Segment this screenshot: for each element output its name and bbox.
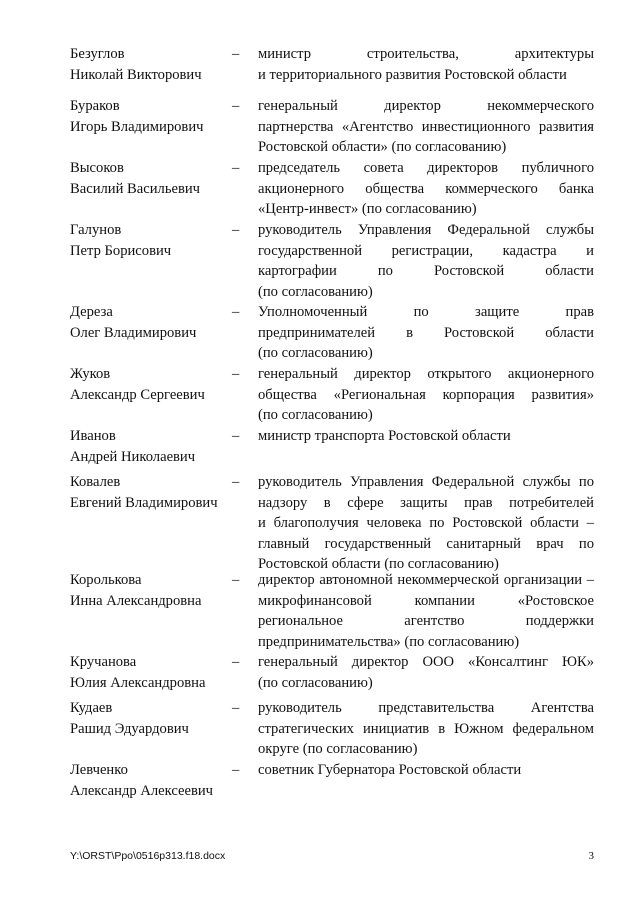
separator-dash: – [232, 474, 240, 490]
position-line: Ростовской области» (по согласованию) [258, 139, 507, 156]
position-line: (по согласованию) [258, 345, 373, 362]
member-position [258, 44, 594, 85]
member-given-names: Олег Владимирович [70, 324, 197, 341]
footer-file-path: Y:\ORST\Ppo\0516p313.f18.docx [70, 850, 226, 862]
page-number: 3 [588, 850, 594, 862]
member-surname: Левченко [70, 762, 128, 778]
position-line: «Центр-инвест» (по согласованию) [258, 201, 477, 218]
position-line: советник Губернатора Ростовской области [258, 762, 522, 778]
member-surname: Бураков [70, 98, 120, 114]
position-line: картографии по Ростовской области [258, 263, 594, 280]
member-position [258, 652, 594, 693]
position-line: (по согласованию) [258, 283, 373, 300]
position-line: Уполномоченный по защите прав [258, 304, 594, 320]
member-position [258, 426, 594, 447]
position-line: руководитель представительства Агентства [258, 700, 594, 716]
member-given-names: Андрей Николаевич [70, 448, 196, 465]
position-line: стратегических инициатив в Южном федеральном [258, 720, 594, 737]
position-line: и территориального развития Ростовской области [258, 66, 567, 83]
member-name [70, 364, 228, 405]
position-line: микрофинансовой компании «Ростовское [258, 592, 594, 609]
position-line: руководитель Управления Федеральной службы [258, 222, 594, 238]
position-line: партнерства «Агентство инвестиционного развития [258, 118, 594, 135]
member-name [70, 220, 228, 261]
member-position [258, 472, 594, 575]
member-given-names: Юлия Александровна [70, 674, 206, 691]
position-line: министр транспорта Ростовской области [258, 428, 511, 444]
position-line: генеральный директор ООО «Консалтинг ЮК» [258, 654, 594, 670]
separator-dash: – [232, 762, 240, 778]
position-line: Ростовской области (по согласованию) [258, 556, 499, 573]
member-given-names: Петр Борисович [70, 242, 172, 259]
position-line: общества «Региональная корпорация развития» [258, 386, 594, 403]
separator-dash: – [232, 572, 240, 588]
position-line: и благополучия человека по Ростовской области – [258, 515, 594, 532]
member-surname: Королькова [70, 572, 142, 588]
separator-dash: – [232, 304, 240, 320]
member-surname: Кудаев [70, 700, 113, 716]
member-name [70, 426, 228, 467]
position-line: акционерного общества коммерческого банка [258, 180, 594, 197]
member-given-names: Александр Сергеевич [70, 386, 205, 403]
member-given-names: Игорь Владимирович [70, 118, 204, 135]
separator-dash: – [232, 222, 240, 238]
member-surname: Дереза [70, 304, 113, 320]
member-surname: Кручанова [70, 654, 137, 670]
position-line: надзору в сфере защиты прав потребителей [258, 494, 594, 511]
member-given-names: Евгений Владимирович [70, 494, 218, 511]
separator-dash: – [232, 46, 240, 62]
separator-dash: – [232, 98, 240, 114]
position-line: генеральный директор открытого акционерного [258, 366, 594, 382]
position-line: директор автономной некоммерческой организации – [258, 572, 594, 588]
member-name [70, 44, 228, 85]
member-name [70, 472, 228, 513]
position-line: руководитель Управления Федеральной службы по [258, 474, 594, 490]
separator-dash: – [232, 428, 240, 444]
member-surname: Высоков [70, 160, 124, 176]
member-position [258, 158, 594, 220]
position-line: (по согласованию) [258, 407, 373, 424]
member-surname: Жуков [70, 366, 111, 382]
member-name [70, 652, 228, 693]
separator-dash: – [232, 160, 240, 176]
position-line: предпринимателей в Ростовской области [258, 324, 594, 341]
separator-dash: – [232, 654, 240, 670]
member-name [70, 302, 228, 343]
member-name [70, 698, 228, 739]
separator-dash: – [232, 700, 240, 716]
member-position [258, 302, 594, 364]
position-line: председатель совета директоров публичного [258, 160, 594, 176]
member-position [258, 570, 594, 652]
member-position [258, 760, 594, 781]
position-line: министр строительства, архитектуры [258, 46, 594, 62]
member-name [70, 158, 228, 199]
member-surname: Иванов [70, 428, 116, 444]
member-surname: Ковалев [70, 474, 121, 490]
position-line: округе (по согласованию) [258, 741, 418, 758]
position-line: государственной регистрации, кадастра и [258, 242, 594, 259]
member-given-names: Николай Викторович [70, 66, 202, 83]
position-line: (по согласованию) [258, 674, 373, 691]
member-position [258, 96, 594, 158]
member-name [70, 96, 228, 137]
member-surname: Галунов [70, 222, 122, 238]
member-position [258, 220, 594, 302]
member-name [70, 760, 228, 801]
member-given-names: Инна Александровна [70, 592, 202, 609]
position-line: генеральный директор некоммерческого [258, 98, 594, 114]
separator-dash: – [232, 366, 240, 382]
position-line: предпринимательства» (по согласованию) [258, 633, 520, 650]
position-line: региональное агентство поддержки [258, 613, 594, 630]
member-position [258, 364, 594, 426]
member-name [70, 570, 228, 611]
member-surname: Безуглов [70, 46, 125, 62]
member-given-names: Василий Васильевич [70, 180, 201, 197]
member-given-names: Рашид Эдуардович [70, 720, 189, 737]
member-given-names: Александр Алексеевич [70, 782, 214, 799]
member-position [258, 698, 594, 760]
position-line: главный государственный санитарный врач по [258, 535, 594, 552]
